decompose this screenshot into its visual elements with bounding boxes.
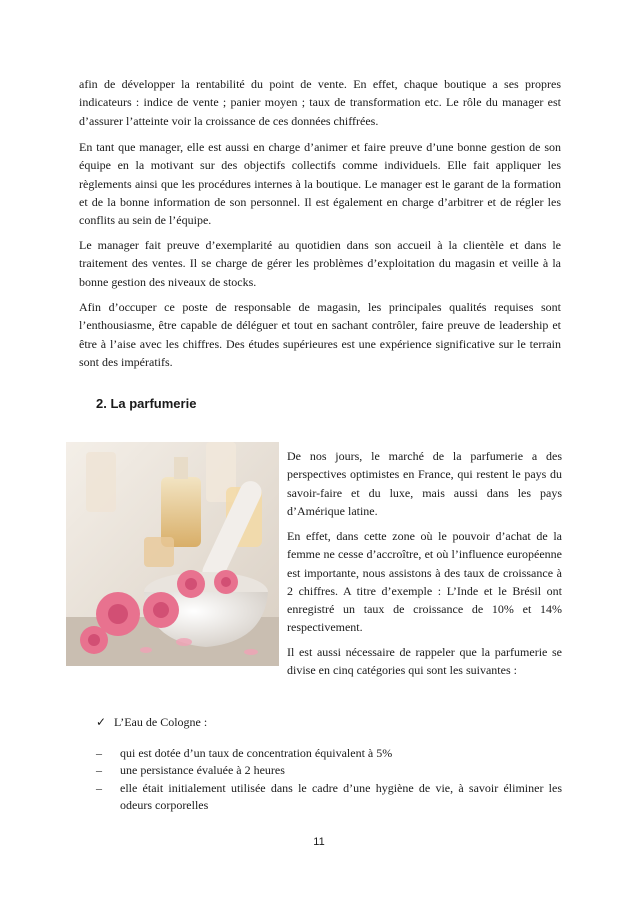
column-paragraph-3: Il est aussi nécessaire de rappeler que la parfumerie se divise en cinq catégories qui sont les suivantes :: [287, 645, 562, 678]
list-item: [96, 780, 562, 815]
list-item-text: qui est dotée d’un taux de concentration équivalent à 5%: [120, 746, 393, 760]
check-list-item: [96, 713, 207, 731]
paragraph-3: Le manager fait preuve d’exemplarité au quotidien dans son accueil à la clientèle et dans le traitement des ventes. Il se charge de gérer les problèmes d’exploitation du magasin et veille à la bonne gestion des niveaux de stocks.: [79, 238, 561, 289]
dash-bullet-icon: –: [96, 780, 102, 795]
check-list-item-label: L’Eau de Cologne :: [114, 715, 208, 729]
list-item-text: elle était initialement utilisée dans le cadre d’une hygiène de vie, à savoir éliminer les odeurs corporelles: [120, 780, 562, 813]
checkmark-icon: ✓: [96, 715, 107, 729]
list-item: [96, 762, 562, 779]
perfume-illustration: [66, 442, 279, 666]
dash-bullet-icon: –: [96, 763, 102, 778]
page-number: 11: [313, 836, 325, 848]
dash-list: [96, 745, 562, 815]
column-paragraph-2: En effet, dans cette zone où le pouvoir d’achat de la femme ne cesse d’accroître, et où l’influence européenne est importante, nous assistons à des taux de croissance à 2 chiffres. A titre d’exemple : L’Inde et le Brésil ont enregistré un taux de croissance de 10% et 14% respectivement.: [287, 529, 562, 635]
paragraph-1: afin de développer la rentabilité du point de vente. En effet, chaque boutique a ses propres indicateurs : indice de vente ; panier moyen ; taux de transformation etc. Le rôle du manager est d’assurer l’atteinte voir la croissance de ces données chiffrées.: [79, 77, 561, 128]
column-paragraph-1: De nos jours, le marché de la parfumerie a des perspectives optimistes en France, qui restent le pays du savoir-faire et du luxe, mais aussi dans les pays d’Amérique latine.: [287, 449, 562, 518]
paragraph-2: En tant que manager, elle est aussi en charge d’animer et faire preuve d’une bonne gestion de son équipe en la motivant sur des objectifs collectifs comme individuels. Elle fait appliquer les règlements ainsi que les procédures internes à la boutique. Le manager est le garant de la formation et de la bonne information de son personnel. Il est également en charge d’arbitrer et de régler les conflits au sein de l’équipe.: [79, 140, 561, 228]
section-title: 2. La parfumerie: [96, 396, 197, 411]
list-item: [96, 745, 562, 762]
perfume-photo: [66, 442, 279, 666]
dash-bullet-icon: –: [96, 746, 102, 760]
list-item-text: une persistance évaluée à 2 heures: [120, 763, 285, 778]
paragraph-4: Afin d’occuper ce poste de responsable de magasin, les principales qualités requises sont l’enthousiasme, être capable de déléguer et tout en sachant contrôler, faire preuve de leadership et être à l’aise avec les chiffres. Des études supérieures est une expérience significative sur le terrain sont des impératifs.: [79, 300, 561, 369]
